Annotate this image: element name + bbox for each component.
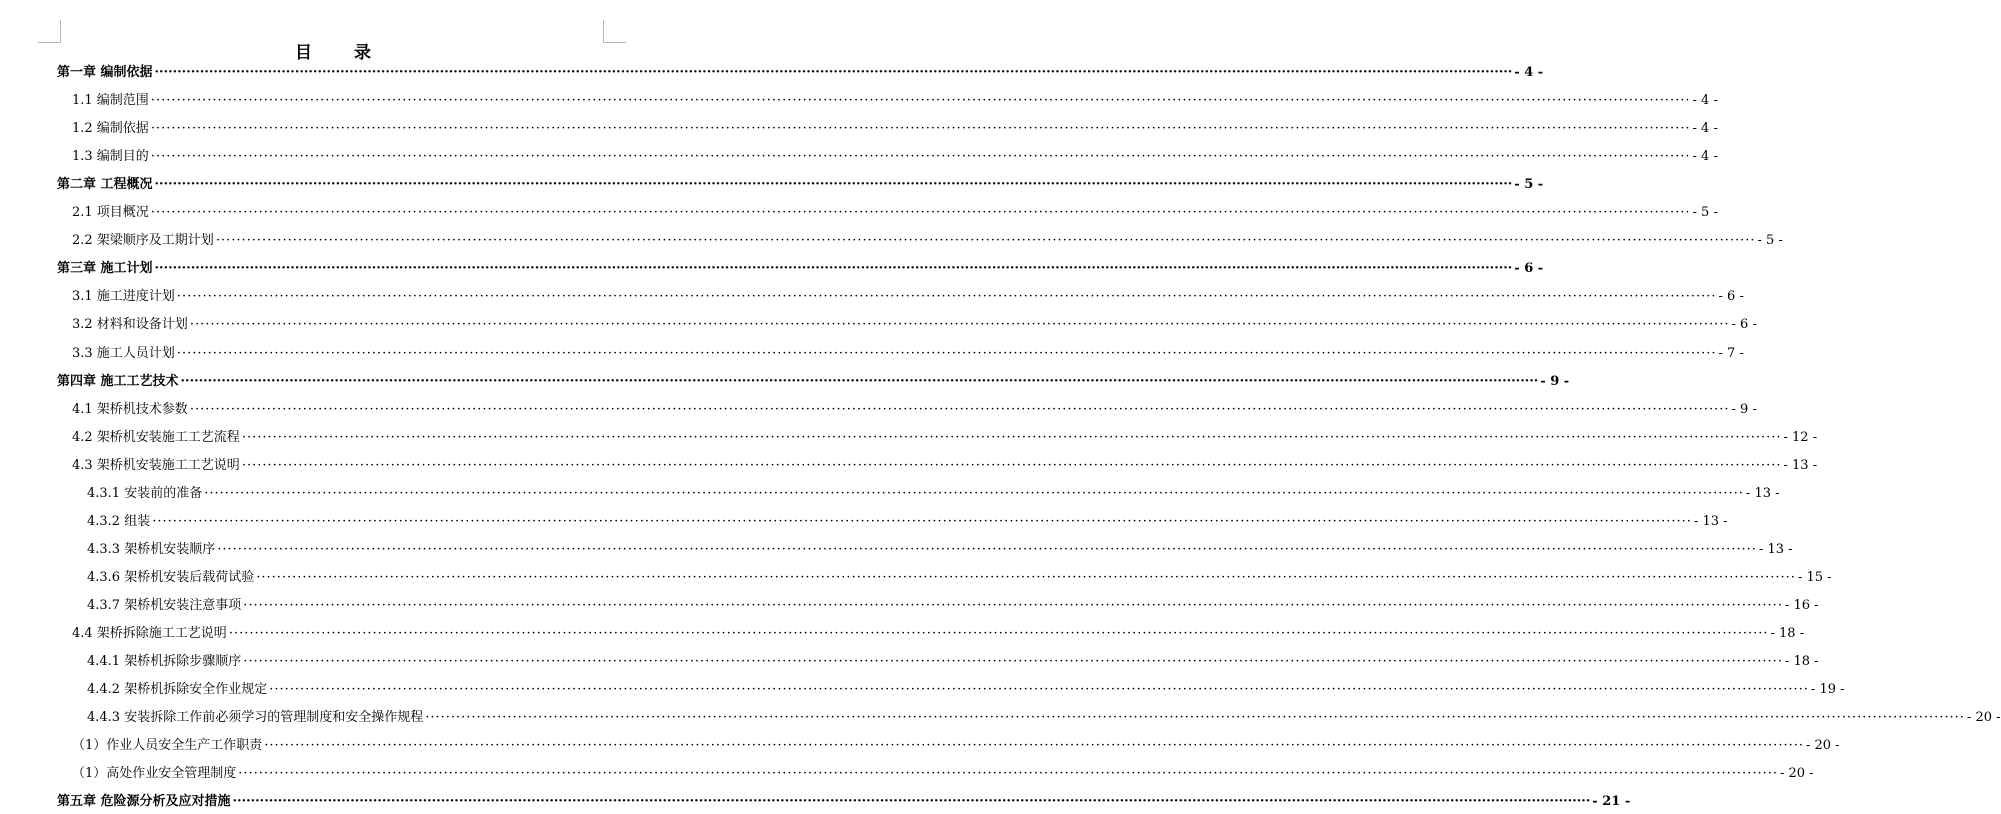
toc-entry-label: 1.3 编制目的 <box>72 149 149 165</box>
toc-section-entry[interactable] <box>87 483 1780 505</box>
toc-dot-leader: ············································································································································································································································································································ <box>256 569 1796 585</box>
toc-dot-leader: ············································································································································································································································································································ <box>154 261 1513 277</box>
toc-section-entry[interactable] <box>72 763 1814 785</box>
toc-dot-leader: ············································································································································································································································································································ <box>154 177 1513 193</box>
toc-section-entry[interactable] <box>72 146 1718 168</box>
toc-dot-leader: ············································································································································································································································································································ <box>241 429 1782 445</box>
toc-section-entry[interactable] <box>87 707 2001 729</box>
toc-page-number: - 20 - <box>1966 710 2001 726</box>
toc-entry-label: 4.4.2 架桥机拆除安全作业规定 <box>87 682 268 698</box>
toc-page-number: - 4 - <box>1692 149 1718 165</box>
toc-section-entry[interactable] <box>72 455 1818 477</box>
toc-section-entry[interactable] <box>72 118 1718 140</box>
toc-entry-label: 3.2 材料和设备计划 <box>72 317 188 333</box>
toc-entry-label: 2.2 架梁顺序及工期计划 <box>72 233 214 249</box>
toc-chapter-entry[interactable] <box>57 62 1544 84</box>
toc-dot-leader: ············································································································································································································································································································ <box>232 794 1591 810</box>
toc-dot-leader: ············································································································································································································································································································ <box>189 401 1730 417</box>
toc-page-number: - 19 - <box>1810 682 1845 698</box>
toc-entry-label: 1.2 编制依据 <box>72 121 149 137</box>
toc-entry-label: 第二章 工程概况 <box>57 177 153 193</box>
toc-page-number: - 4 - <box>1692 93 1718 109</box>
toc-page-number: - 20 - <box>1805 738 1840 754</box>
toc-page-number: - 12 - <box>1783 429 1818 445</box>
toc-entry-label: 3.1 施工进度计划 <box>72 289 175 305</box>
toc-page-number: - 5 - <box>1757 233 1783 249</box>
toc-entry-label: 4.3.2 组装 <box>87 513 151 529</box>
toc-entry-label: 1.1 编制范围 <box>72 93 149 109</box>
toc-chapter-entry[interactable] <box>57 174 1544 196</box>
toc-page-number: - 21 - <box>1592 794 1631 810</box>
toc-dot-leader: ············································································································································································································································································································ <box>176 289 1717 305</box>
toc-entry-label: （1）作业人员安全生产工作职责 <box>72 738 263 754</box>
toc-dot-leader: ············································································································································································································································································································ <box>150 93 1691 109</box>
toc-page-number: - 5 - <box>1514 177 1544 193</box>
toc-section-entry[interactable] <box>72 314 1757 336</box>
toc-dot-leader: ············································································································································································································································································································ <box>189 317 1730 333</box>
toc-dot-leader: ············································································································································································································································································································ <box>243 654 1783 670</box>
toc-page-number: - 13 - <box>1758 541 1793 557</box>
toc-section-entry[interactable] <box>87 679 1845 701</box>
toc-section-entry[interactable] <box>72 286 1744 308</box>
toc-page-number: - 15 - <box>1797 569 1832 585</box>
toc-chapter-entry[interactable] <box>57 791 1631 813</box>
toc-section-entry[interactable] <box>87 595 1819 617</box>
toc-dot-leader: ············································································································································································································································································································ <box>152 513 1692 529</box>
toc-page-number: - 18 - <box>1784 654 1819 670</box>
toc-entry-label: 4.3 架桥机安装施工工艺说明 <box>72 457 240 473</box>
toc-dot-leader: ············································································································································································································································································································ <box>238 766 1778 782</box>
toc-section-entry[interactable] <box>72 427 1818 449</box>
toc-dot-leader: ············································································································································································································································································································ <box>150 149 1691 165</box>
toc-section-entry[interactable] <box>72 343 1744 365</box>
toc-page-number: - 13 - <box>1783 457 1818 473</box>
toc-section-entry[interactable] <box>72 90 1718 112</box>
toc-section-entry[interactable] <box>72 735 1840 757</box>
toc-entry-label: 4.3.1 安装前的准备 <box>87 485 203 501</box>
toc-page-number: - 6 - <box>1514 261 1544 277</box>
toc-entry-label: 第一章 编制依据 <box>57 65 153 80</box>
toc-dot-leader: ············································································································································································································································································································ <box>243 597 1783 613</box>
toc-entry-label: 第四章 施工工艺技术 <box>57 373 179 389</box>
toc-dot-leader: ············································································································································································································································································································ <box>228 626 1769 641</box>
toc-section-entry[interactable] <box>72 230 1783 252</box>
toc-section-entry[interactable] <box>87 651 1819 673</box>
toc-page-number: - 6 - <box>1731 317 1757 333</box>
toc-entry-label: 4.4.1 架桥机拆除步骤顺序 <box>87 654 242 670</box>
toc-dot-leader: ············································································································································································································································································································ <box>241 457 1782 473</box>
toc-dot-leader: ············································································································································································································································································································ <box>180 373 1539 389</box>
toc-entry-label: 4.3.7 架桥机安装注意事项 <box>87 597 242 613</box>
toc-dot-leader: ············································································································································································································································································································ <box>150 121 1691 137</box>
toc-dot-leader: ············································································································································································································································································································ <box>150 205 1691 221</box>
toc-page-number: - 9 - <box>1731 401 1757 417</box>
toc-page-number: - 7 - <box>1718 345 1744 361</box>
toc-page-number: - 16 - <box>1784 597 1819 613</box>
toc-entry-label: 4.4 架桥拆除施工工艺说明 <box>72 626 227 641</box>
toc-page-number: - 6 - <box>1718 289 1744 305</box>
toc-dot-leader: ············································································································································································································································································································ <box>217 541 1757 557</box>
toc-entry-label: 第五章 危险源分析及应对措施 <box>57 794 231 810</box>
toc-page-number: - 18 - <box>1770 626 1805 641</box>
toc-entry-label: 4.3.3 架桥机安装顺序 <box>87 541 216 557</box>
toc-entry-label: 2.1 项目概况 <box>72 205 149 221</box>
toc-page-number: - 5 - <box>1692 205 1718 221</box>
toc-page-number: - 20 - <box>1779 766 1814 782</box>
toc-entry-label: 4.2 架桥机安装施工工艺流程 <box>72 429 240 445</box>
toc-dot-leader: ············································································································································································································································································································ <box>176 345 1717 361</box>
toc-entry-label: （1）高处作业安全管理制度 <box>72 766 237 782</box>
toc-dot-leader: ············································································································································································································································································································ <box>204 485 1744 501</box>
toc-chapter-entry[interactable] <box>57 371 1570 393</box>
toc-section-entry[interactable] <box>72 399 1757 421</box>
toc-dot-leader: ············································································································································································································································································································ <box>264 738 1804 754</box>
toc-section-entry[interactable] <box>87 511 1728 533</box>
toc-section-entry[interactable] <box>72 623 1805 645</box>
toc-chapter-entry[interactable] <box>57 258 1544 280</box>
toc-entry-label: 4.1 架桥机技术参数 <box>72 401 188 417</box>
toc-section-entry[interactable] <box>87 539 1793 561</box>
toc-entry-label: 第三章 施工计划 <box>57 261 153 277</box>
toc-page-number: - 9 - <box>1540 373 1570 389</box>
toc-entry-label: 4.3.6 架桥机安装后载荷试验 <box>87 569 255 585</box>
toc-dot-leader: ············································································································································································································································································································ <box>154 65 1513 80</box>
toc-page-number: - 4 - <box>1514 65 1544 80</box>
toc-dot-leader: ············································································································································································································································································································ <box>215 233 1756 249</box>
toc-title: 目 录 <box>295 43 389 63</box>
toc-page-number: - 4 - <box>1692 121 1718 137</box>
toc-dot-leader: ············································································································································································································································································································ <box>269 682 1809 698</box>
toc-page-number: - 13 - <box>1745 485 1780 501</box>
toc-entry-label: 4.4.3 安装拆除工作前必须学习的管理制度和安全操作规程 <box>87 710 424 726</box>
toc-entry-label: 3.3 施工人员计划 <box>72 345 175 361</box>
toc-section-entry[interactable] <box>87 567 1832 589</box>
toc-dot-leader: ············································································································································································································································································································ <box>425 710 1965 726</box>
toc-section-entry[interactable] <box>72 202 1718 224</box>
toc-page-number: - 13 - <box>1693 513 1728 529</box>
